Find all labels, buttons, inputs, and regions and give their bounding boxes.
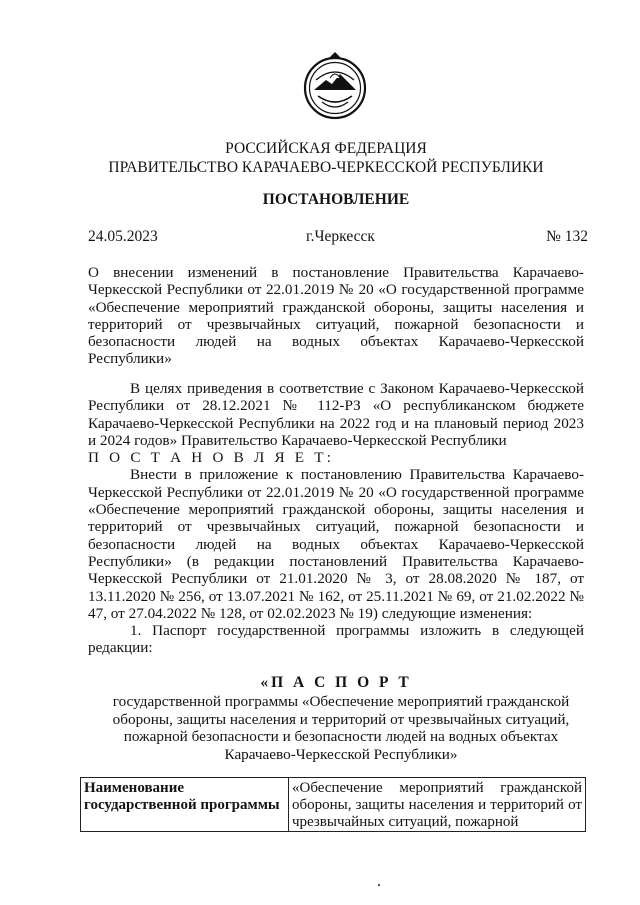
document-city: г.Черкесск	[306, 228, 375, 245]
passport-title: «П А С П О Р Т	[260, 674, 412, 691]
table-label-cell: Наименование государственной программы	[81, 778, 289, 832]
document-body	[88, 380, 584, 657]
subject-text: О внесении изменений в постановление Правительства Карачаево-Черкесской Республики от 22.01.2019 № 20 «О государственной программе «Обеспечение мероприятий гражданской обороны, защиты населения и территорий от чрезвычайных ситуаций, пожарной безопасности и безопасности людей на водных объектах Карачаево-Черкесской Республики»	[88, 264, 584, 368]
document-date: 24.05.2023	[88, 228, 158, 245]
coat-of-arms-emblem	[300, 50, 370, 124]
passport-subtitle-line: обороны, защиты населения и территорий от чрезвычайных ситуаций,	[112, 710, 570, 728]
document-number: № 132	[546, 228, 588, 245]
document-meta	[88, 228, 588, 248]
document-type-title: ПОСТАНОВЛЕНИЕ	[262, 191, 410, 208]
scan-speck	[378, 884, 380, 886]
header-government: ПРАВИТЕЛЬСТВО КАРАЧАЕВО-ЧЕРКЕССКОЙ РЕСПУБЛИКИ	[108, 159, 544, 176]
table-row	[81, 778, 586, 832]
passport-subtitle-line: государственной программы «Обеспечение мероприятий гражданской	[112, 693, 570, 710]
passport-table	[80, 777, 586, 832]
passport-subtitle-line: пожарной безопасности и безопасности людей на водных объектах	[123, 728, 559, 745]
main-paragraph: Внести в приложение к постановлению Правительства Карачаево-Черкесской Республики от 22.01.2019 № 20 «О государственной программе «Обеспечение мероприятий гражданской обороны, защиты населения и территорий от чрезвычайных ситуаций, пожарной безопасности и безопасности людей на водных объектах Карачаево-Черкесской Республики» (в редакции постановлений Правительства Карачаево-Черкесской Республики от 21.01.2020 № 3, от 28.08.2020 № 187, от 13.11.2020 № 256, от 13.07.2021 № 162, от 25.11.2021 № 69, от 21.02.2022 № 47, от 27.04.2022 № 128, от 02.02.2023 № 19) следующие изменения:	[88, 466, 584, 622]
item-1-paragraph: 1. Паспорт государственной программы изложить в следующей редакции:	[88, 622, 584, 657]
header-country: РОССИЙСКАЯ ФЕДЕРАЦИЯ	[225, 140, 427, 157]
preamble-paragraph: В целях приведения в соответствие с Законом Карачаево-Черкесской Республики от 28.12.2021 № 112-РЗ «О республиканском бюджете Карачаево-Черкесской Республики на 2022 год и на плановый период 2023 и 2024 годов» Правительство Карачаево-Черкесской Республики	[88, 380, 584, 449]
passport-subtitle-line: Карачаево-Черкесской Республики»	[224, 745, 458, 763]
passport-subtitle	[96, 693, 586, 763]
document-subject	[88, 264, 584, 368]
decree-word: П О С Т А Н О В Л Я Е Т:	[88, 449, 335, 467]
table-value-cell: «Обеспечение мероприятий гражданской обороны, защиты населения и территорий от чрезвычайных ситуаций, пожарной	[289, 778, 586, 832]
